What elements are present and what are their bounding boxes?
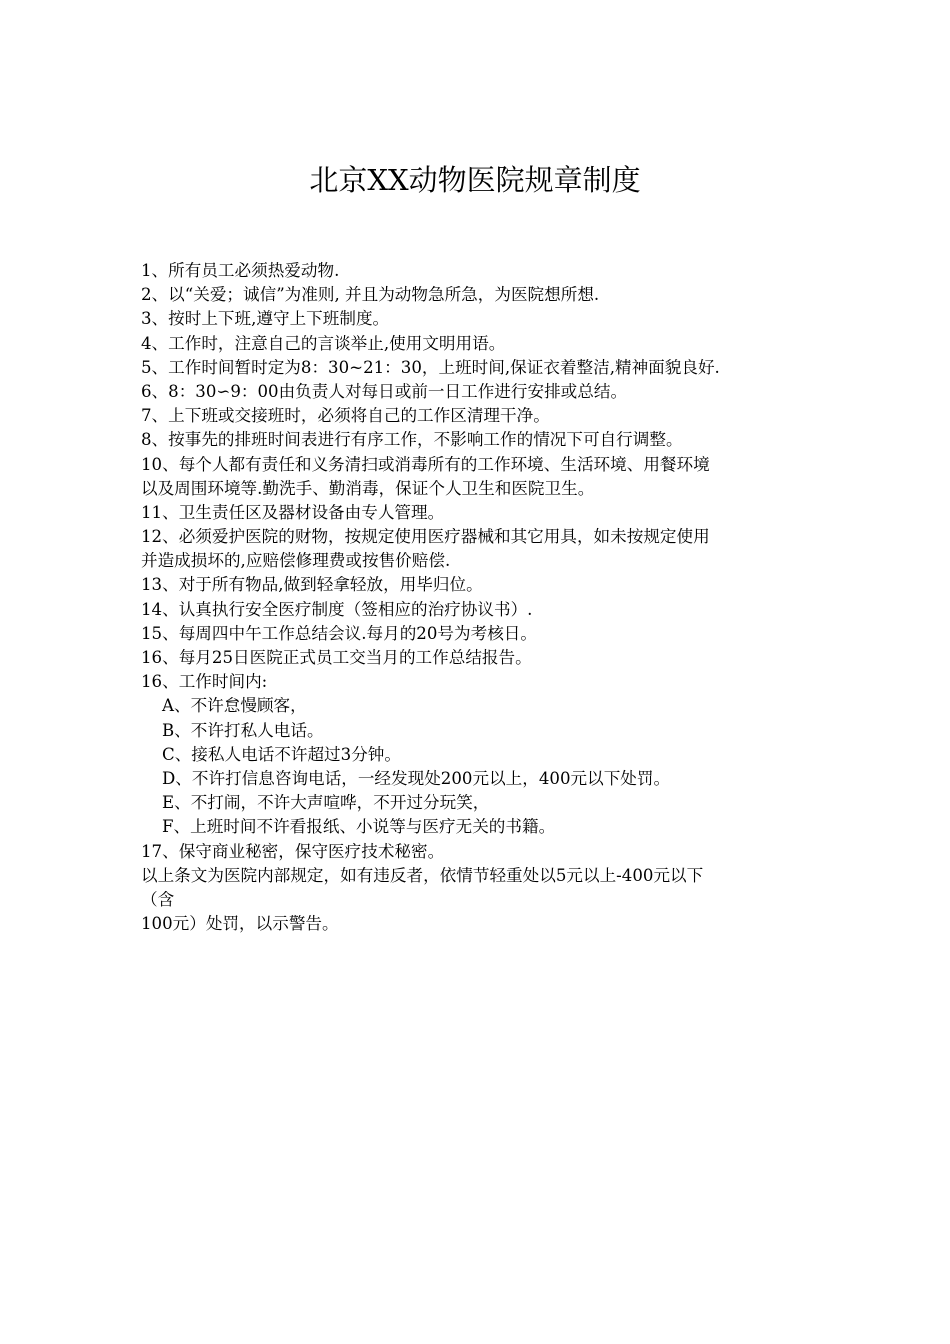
rule-line: 并造成损坏的,应赔偿修理费或按售价赔偿.: [141, 551, 451, 571]
rule-line: 16、工作时间内:: [141, 672, 268, 692]
rule-line: 12、必须爱护医院的财物，按规定使用医疗器械和其它用具，如未按规定使用: [141, 527, 710, 547]
sub-rule-line: A、不许怠慢顾客，: [162, 696, 307, 716]
rule-line: 6、8：30∽9：00由负责人对每日或前一日工作进行安排或总结。: [141, 381, 628, 401]
sub-rule-line: E、不打闹，不许大声喧哗，不开过分玩笑，: [162, 793, 490, 813]
rule-line: 10、每个人都有责任和义务清扫或消毒所有的工作环境、生活环境、用餐环境: [141, 454, 710, 474]
sub-rule-line: B、不许打私人电话。: [162, 720, 324, 740]
document-title: 北京XX动物医院规章制度: [309, 163, 641, 197]
rule-line: 3、按时上下班,遵守上下班制度。: [141, 309, 390, 329]
rule-line: 17、保守商业秘密，保守医疗技术秘密。: [141, 841, 445, 861]
rule-line: 7、上下班或交接班时，必须将自己的工作区清理干净。: [141, 406, 550, 426]
closing-line: 以上条文为医院内部规定，如有违反者，依情节轻重处以5元以上-400元以下: [141, 865, 704, 885]
rules-list: [141, 259, 801, 936]
rule-line: 8、按事先的排班时间表进行有序工作，不影响工作的情况下可自行调整。: [141, 430, 683, 450]
rule-line: 13、对于所有物品,做到轻拿轻放，用毕归位。: [141, 575, 483, 595]
rule-line: 2、以“关爱；诚信”为准则, 并且为动物急所急，为医院想所想.: [141, 285, 600, 305]
rule-line: 1、所有员工必须热爱动物.: [141, 261, 340, 280]
rule-line: 16、每月25日医院正式员工交当月的工作总结报告。: [141, 648, 532, 667]
rule-line: 4、工作时，注意自己的言谈举止,使用文明用语。: [141, 333, 506, 353]
rule-line: 14、认真执行安全医疗制度（签相应的治疗协议书）.: [141, 599, 533, 619]
sub-rule-line: C、接私人电话不许超过3分钟。: [162, 744, 401, 764]
rule-line: 15、每周四中午工作总结会议.每月的20号为考核日。: [141, 623, 537, 643]
rule-line: 11、卫生责任区及器材设备由专人管理。: [141, 502, 445, 522]
closing-line: （含: [141, 889, 175, 909]
sub-rule-line: D、不许打信息咨询电话，一经发现处200元以上，400元以下处罚。: [162, 768, 671, 788]
closing-line: 100元）处罚，以示警告。: [141, 914, 339, 934]
rule-line: 5、工作时间暂时定为8：30~21：30，上班时间,保证衣着整洁,精神面貌良好.: [141, 357, 720, 377]
rule-line: 以及周围环境等.勤洗手、勤消毒，保证个人卫生和医院卫生。: [141, 478, 595, 498]
sub-rule-line: F、上班时间不许看报纸、小说等与医疗无关的书籍。: [162, 817, 556, 837]
